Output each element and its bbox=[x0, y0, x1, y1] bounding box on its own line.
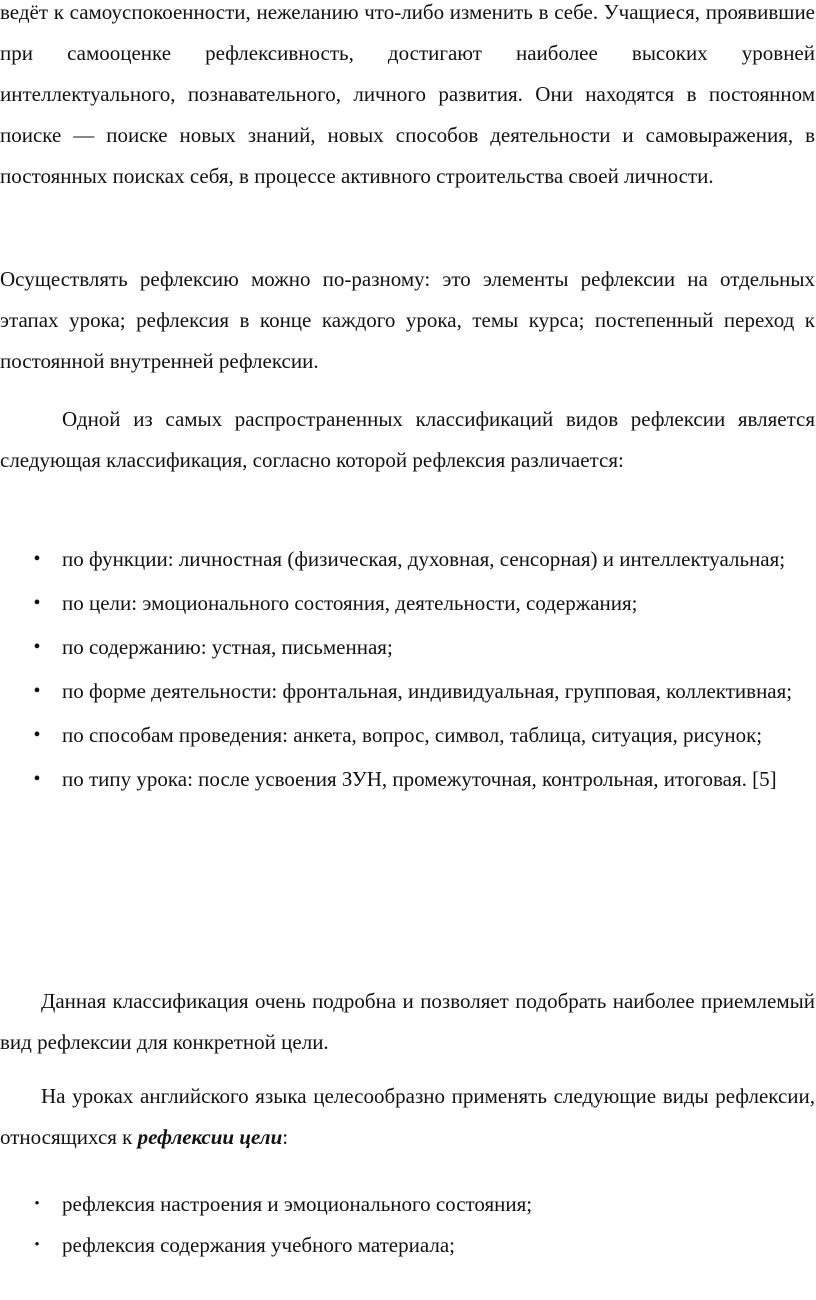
list-item bbox=[0, 672, 815, 711]
classification-list bbox=[0, 540, 815, 804]
list-item-text: по содержанию: устная, письменная; bbox=[62, 635, 393, 659]
bullet-icon: • bbox=[33, 592, 41, 614]
goal-reflection-list bbox=[0, 1185, 815, 1267]
list-item-text: по функции: личностная (физическая, духовная, сенсорная) и интеллектуальная; bbox=[62, 547, 786, 571]
paragraph-english-lessons bbox=[0, 1076, 815, 1158]
paragraph-text-end: : bbox=[282, 1125, 289, 1149]
emphasis-text: рефлексии цели bbox=[137, 1125, 283, 1149]
bullet-icon: • bbox=[33, 724, 41, 746]
paragraph-self-assessment: ведёт к самоуспокоенности, нежеланию что-либо изменить в себе. Учащиеся, проявившие при самооценке рефлексивность, достигают наиболее высоких уровней интеллектуального, познавательного, личного развития. Они находятся в постоянном поиске — поиске новых знаний, новых способов деятельности и самовыражения, в постоянных поисках себя, в процессе активного строительства своей личности. bbox=[0, 0, 815, 188]
paragraph-reflection-methods: Осуществлять рефлексию можно по-разному: это элементы рефлексии на отдельных этапах урока; рефлексия в конце каждого урока, темы курса; постепенный переход к постоянной внутренней рефлексии. bbox=[0, 267, 815, 373]
paragraph-text: На уроках английского языка целесообразно применять следующие виды рефлексии, относящихся к bbox=[0, 1084, 815, 1149]
list-item-text: рефлексия настроения и эмоционального состояния; bbox=[62, 1192, 533, 1216]
paragraph-classification-intro: Одной из самых распространенных классификаций видов рефлексии является следующая классификация, согласно которой рефлексия различается: bbox=[0, 407, 815, 472]
bullet-icon: • bbox=[34, 1196, 40, 1212]
list-item bbox=[0, 540, 815, 579]
bullet-icon: • bbox=[33, 680, 41, 702]
bullet-icon: • bbox=[33, 636, 41, 658]
list-item bbox=[0, 628, 815, 667]
bullet-icon: • bbox=[33, 768, 41, 790]
list-item-text: по форме деятельности: фронтальная, индивидуальная, групповая, коллективная; bbox=[62, 679, 793, 703]
list-item bbox=[0, 584, 815, 623]
list-item-text: по типу урока: после усвоения ЗУН, промежуточная, контрольная, итоговая. [5] bbox=[62, 767, 777, 791]
list-item bbox=[0, 1226, 815, 1265]
paragraph-classification-summary: Данная классификация очень подробна и позволяет подобрать наиболее приемлемый вид рефлексии для конкретной цели. bbox=[0, 989, 815, 1054]
list-item bbox=[0, 1185, 815, 1224]
bullet-icon: • bbox=[33, 548, 41, 570]
bullet-icon: • bbox=[34, 1237, 40, 1253]
list-item-text: по способам проведения: анкета, вопрос, символ, таблица, ситуация, рисунок; bbox=[62, 723, 763, 747]
list-item-text: рефлексия содержания учебного материала; bbox=[62, 1233, 455, 1257]
list-item bbox=[0, 760, 815, 799]
list-item-text: по цели: эмоционального состояния, деятельности, содержания; bbox=[62, 591, 638, 615]
list-item bbox=[0, 716, 815, 755]
